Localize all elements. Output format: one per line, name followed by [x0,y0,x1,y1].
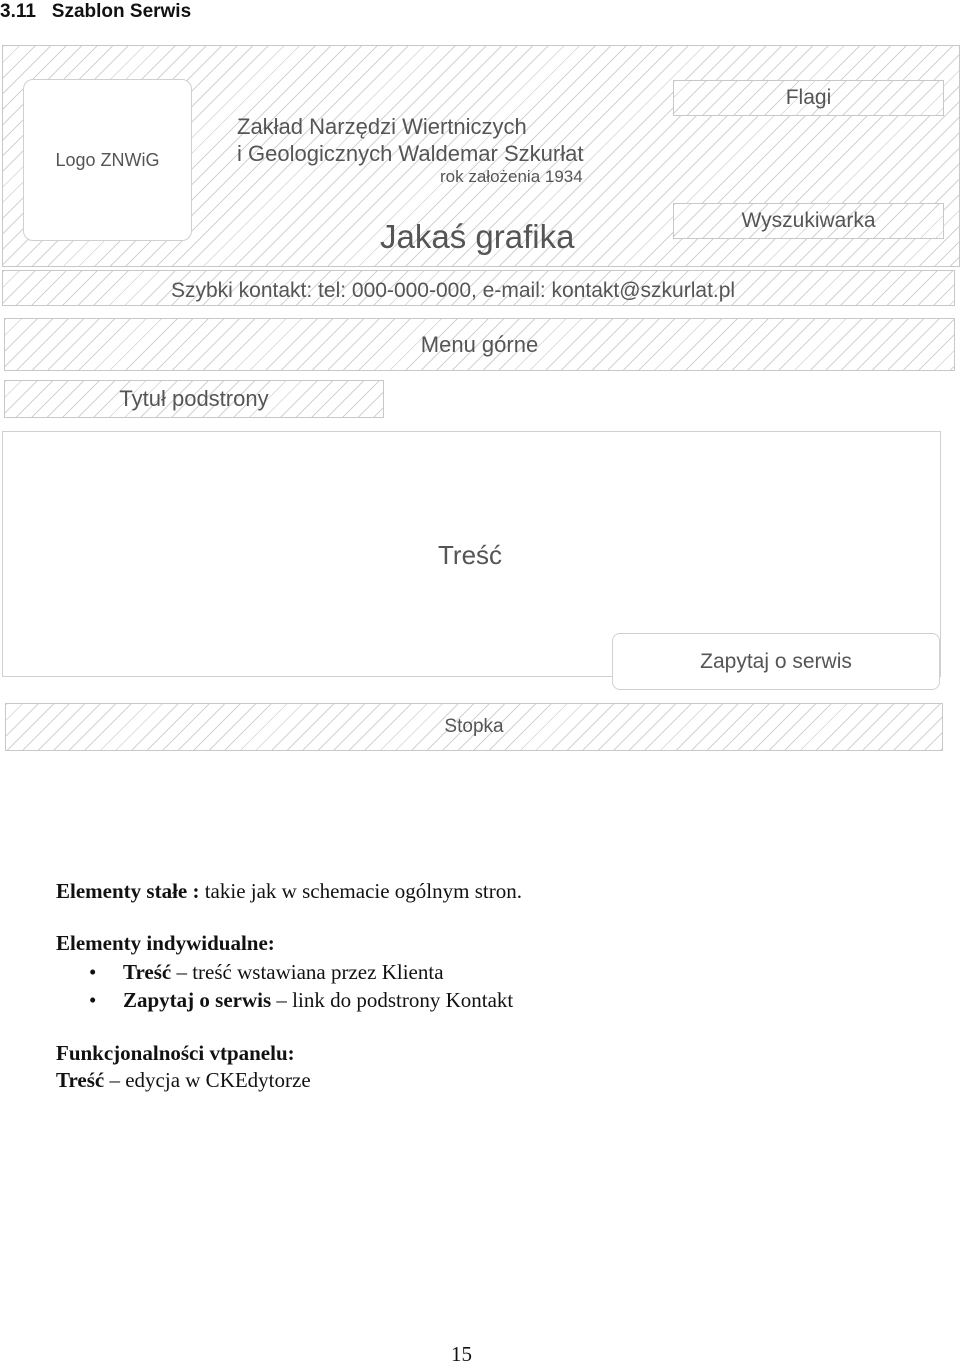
quick-contact-text: Szybki kontakt: tel: 000-000-000, e-mail: kontakt@szkurlat.pl [171,279,736,302]
search-label: Wyszukiwarka [741,209,876,232]
page-number: 15 [451,1342,472,1366]
list-item-desc: – treść wstawiana przez Klienta [171,960,444,984]
list-item-term: Treść [123,960,172,984]
bullet: • [89,988,97,1012]
list-item [89,960,444,985]
list-item [89,988,513,1013]
footer-bar [5,703,943,751]
ask-service-button[interactable] [612,633,940,690]
subpage-title-bar [4,380,384,418]
search-box[interactable] [673,203,944,239]
logo-box [23,79,192,241]
section-heading [0,1,191,23]
fixed-elements-label: Elementy stałe : [56,879,200,903]
flags-label: Flagi [785,86,832,109]
company-name-line2: i Geologicznych Waldemar Szkurłat [237,141,584,166]
list-item-term: Zapytaj o serwis [123,988,272,1012]
logo-label: Logo ZNWiG [55,149,160,170]
subpage-title-label: Tytuł podstrony [119,386,269,411]
fixed-elements-line [56,879,522,904]
panel-function-desc: – edycja w CKEdytorze [104,1068,311,1092]
graphic-placeholder: Jakaś grafika [380,218,575,255]
fixed-elements-text: takie jak w schemacie ogólnym stron. [199,879,522,903]
ask-service-label: Zapytaj o serwis [700,649,852,673]
individual-elements-label: Elementy indywidualne: [56,931,275,955]
flags-box[interactable] [673,80,944,116]
top-menu[interactable] [4,318,955,371]
founded-year: rok założenia 1934 [440,167,583,186]
section-number: 3.11 [0,1,36,22]
panel-function-term: Treść [56,1068,105,1092]
company-name-line1: Zakład Narzędzi Wiertniczych [237,114,527,139]
content-label: Treść [438,540,503,570]
list-item-desc: – link do podstrony Kontakt [271,988,514,1012]
footer-label: Stopka [444,716,504,737]
top-menu-label: Menu górne [420,331,539,357]
bullet: • [89,960,97,984]
panel-function-line [56,1068,311,1093]
panel-functions-label: Funkcjonalności vtpanelu: [56,1041,295,1065]
section-title: Szablon Serwis [51,1,192,22]
